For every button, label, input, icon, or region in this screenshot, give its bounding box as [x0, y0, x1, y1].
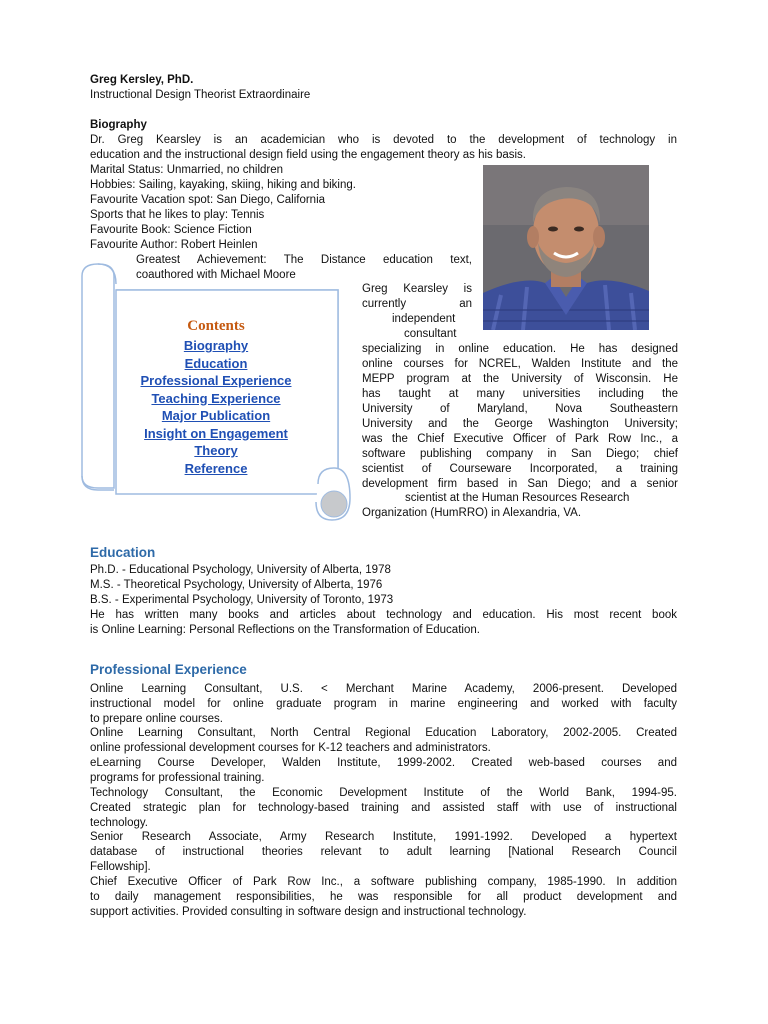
toc-link-professional-experience[interactable]: Professional Experience	[140, 373, 292, 388]
experience-line: to daily management responsibilities, he was responsible for all product development and	[90, 891, 677, 903]
education-heading: Education	[90, 545, 156, 560]
experience-line: Fellowship].	[90, 861, 151, 873]
experience-line: Online Learning Consultant, North Central Regional Education Laboratory, 2002-2005. Created	[90, 727, 677, 739]
biography-heading: Biography	[90, 119, 147, 131]
side-text-line: University and the George Washington University;	[362, 418, 678, 430]
professional-heading: Professional Experience	[90, 662, 247, 677]
experience-line: eLearning Course Developer, Walden Institute, 1999-2002. Created web-based courses and	[90, 757, 677, 769]
experience-line: support activities. Provided consulting in software design and instructional technology.	[90, 906, 527, 918]
education-line: B.S. - Experimental Psychology, University of Toronto, 1973	[90, 594, 394, 606]
toc-link-reference[interactable]: Reference	[184, 460, 248, 476]
author-name: Greg Kersley, PhD.	[90, 74, 194, 86]
side-text-line: scientist at the Human Resources Research	[405, 492, 630, 504]
side-text-line: Organization (HumRRO) in Alexandria, VA.	[362, 507, 582, 519]
author-subtitle: Instructional Design Theorist Extraordinaire	[90, 89, 311, 101]
fact-sports: Sports that he likes to play: Tennis	[90, 209, 265, 221]
fact-hobbies: Hobbies: Sailing, kayaking, skiing, hiking and biking.	[90, 179, 356, 191]
bio-intro-line: education and the instructional design field using the engagement theory as his basis.	[90, 149, 527, 161]
achievement-line: Greatest Achievement: The Distance education text,	[136, 254, 472, 266]
education-line: is Online Learning: Personal Reflections on the Transformation of Education.	[90, 624, 480, 636]
contents-list	[96, 337, 336, 477]
side-text-line: has taught at many universities including the	[362, 388, 678, 400]
experience-line: technology.	[90, 817, 148, 829]
side-text-line: University of Maryland, Nova Southeastern	[362, 403, 678, 415]
education-line: He has written many books and articles about technology and education. His most recent book	[90, 609, 677, 621]
toc-link-education[interactable]: Education	[184, 355, 248, 371]
side-text-line: scientist of Courseware Incorporated, a training	[362, 463, 678, 475]
achievement-line: coauthored with Michael Moore	[136, 269, 296, 281]
side-text-line: independent	[392, 313, 456, 325]
experience-line: Technology Consultant, the Economic Development Institute of the World Bank, 1994-95.	[90, 787, 677, 799]
education-line: Ph.D. - Educational Psychology, University of Alberta, 1978	[90, 564, 391, 576]
side-text-line: online courses for NCREL, Walden Institute and the	[362, 358, 678, 370]
toc-link-major-publication[interactable]: Major Publication	[161, 408, 271, 423]
experience-line: database of instructional theories relevant to adult learning [National Research Council	[90, 846, 677, 858]
side-text-line: consultant	[404, 328, 457, 340]
education-line: M.S. - Theoretical Psychology, University of Alberta, 1976	[90, 579, 383, 591]
side-text-line: specializing in online education. He has designed	[362, 343, 678, 355]
experience-line: programs for professional training.	[90, 772, 265, 784]
toc-link-biography[interactable]: Biography	[183, 338, 249, 353]
experience-line: online professional development courses for K-12 teachers and administrators.	[90, 742, 491, 754]
fact-marital: Marital Status: Unmarried, no children	[90, 164, 284, 176]
experience-line: Online Learning Consultant, U.S. < Merchant Marine Academy, 2006-present. Developed	[90, 683, 677, 695]
toc-link-teaching-experience[interactable]: Teaching Experience	[151, 390, 281, 406]
experience-line: instructional model for online graduate program in marine engineering and worked with faculty	[90, 698, 677, 710]
side-text-line: MEPP program at the University of Wisconsin. He	[362, 373, 678, 385]
contents-title: Contents	[187, 318, 245, 334]
fact-book: Favourite Book: Science Fiction	[90, 224, 252, 236]
experience-line: Senior Research Associate, Army Research Institute, 1991-1992. Developed a hypertext	[90, 831, 677, 843]
experience-line: Created strategic plan for technology-based training and assisted staff with use of instructional	[90, 802, 677, 814]
side-text-line: was the Chief Executive Officer of Park Row Inc., a	[362, 433, 678, 445]
experience-line: to prepare online courses.	[90, 713, 223, 725]
side-text-line: development firm based in San Diego; and a senior	[362, 478, 678, 490]
fact-author: Favourite Author: Robert Heinlen	[90, 239, 258, 251]
side-text-line: software publishing company in San Diego; chief	[362, 448, 678, 460]
toc-link-insight-engagement[interactable]: Insight on Engagement	[144, 425, 288, 441]
fact-vacation: Favourite Vacation spot: San Diego, California	[90, 194, 326, 206]
side-text-line: currently an	[362, 298, 472, 310]
portrait-photo	[483, 165, 649, 330]
toc-link-theory[interactable]: Theory	[194, 443, 238, 458]
side-text-line: Greg Kearsley is	[362, 283, 472, 295]
experience-line: Chief Executive Officer of Park Row Inc., a software publishing company, 1985-1990. In addition	[90, 876, 677, 888]
bio-intro-line: Dr. Greg Kearsley is an academician who is devoted to the development of technology in	[90, 134, 677, 146]
